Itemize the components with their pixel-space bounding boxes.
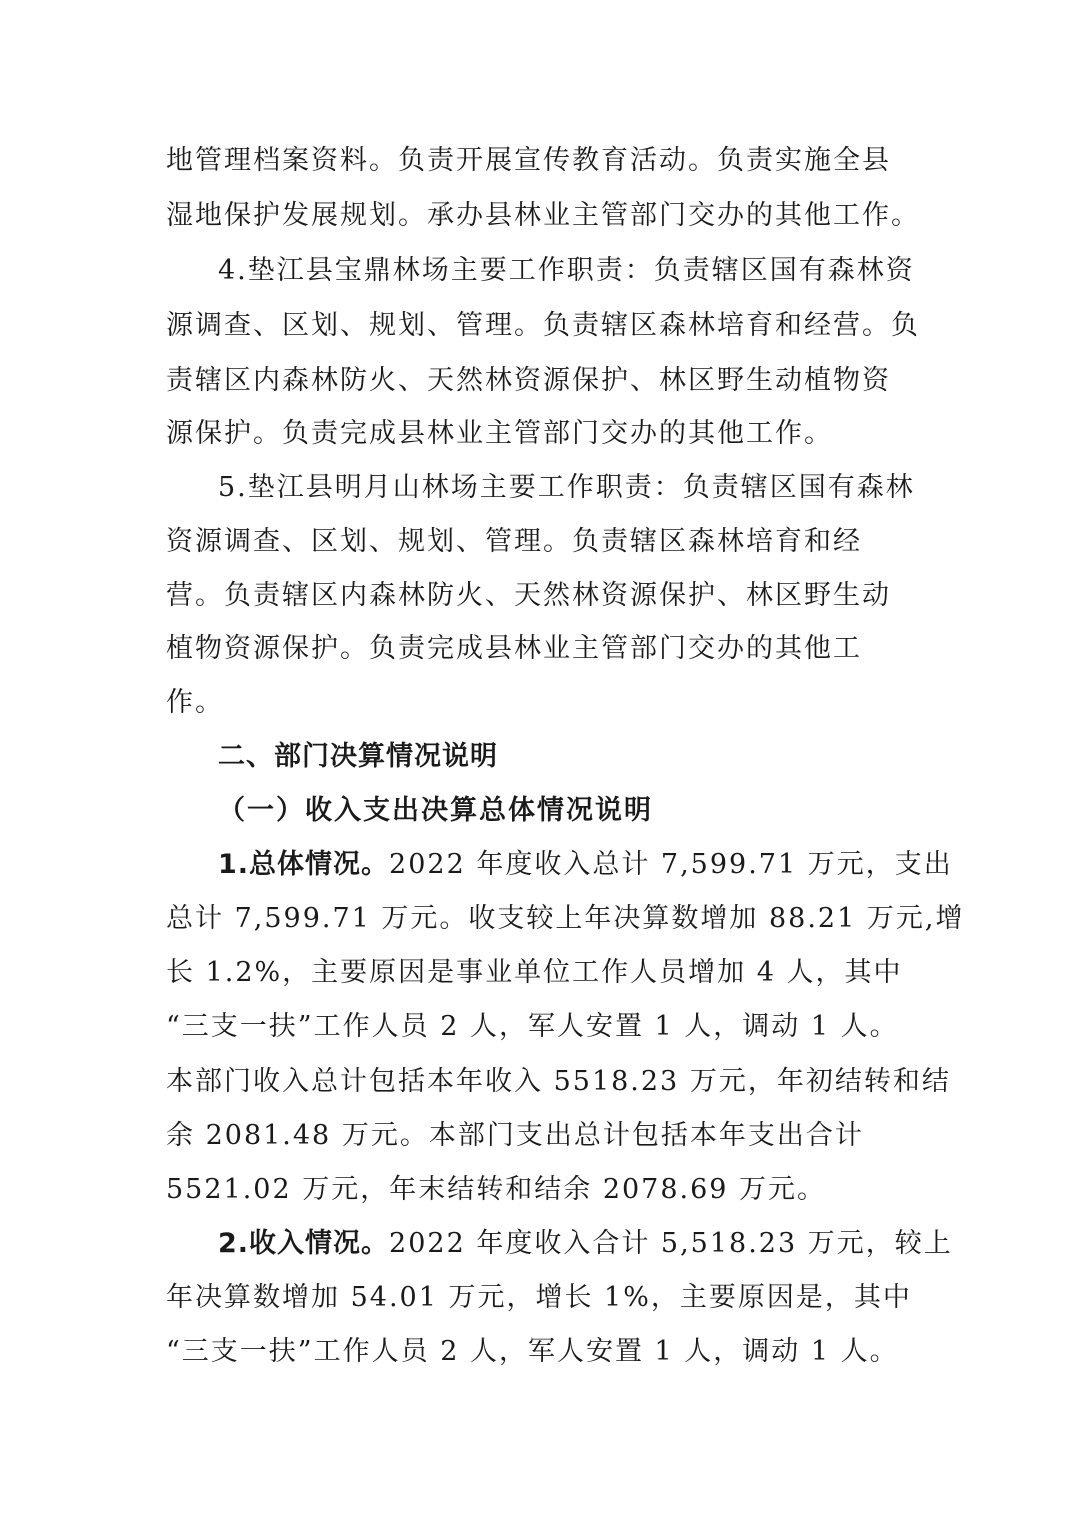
paragraph-line: 4.垫江县宝鼎林场主要工作职责：负责辖区国有森林资 (218, 255, 915, 286)
paragraph-line: 余 2081.48 万元。本部门支出总计包括本年支出合计 (166, 1120, 864, 1151)
paragraph-line: 总计 7,599.71 万元。收支较上年决算数增加 88.21 万元,增 (166, 903, 965, 934)
paragraph-text: 2022 年度收入合计 5,518.23 万元，较上 (389, 1228, 953, 1259)
paragraph-line: 5.垫江县明月山林场主要工作职责：负责辖区国有森林 (218, 472, 915, 503)
section-heading: 二、部门决算情况说明 (218, 741, 498, 772)
paragraph-text: 2022 年度收入总计 7,599.71 万元，支出 (389, 849, 953, 880)
paragraph-line: 作。 (166, 687, 224, 718)
paragraph-line: 本部门收入总计包括本年收入 5518.23 万元，年初结转和结 (166, 1066, 951, 1097)
paragraph-line: 地管理档案资料。负责开展宣传教育活动。负责实施全县 (166, 145, 891, 176)
paragraph-line: 长 1.2%，主要原因是事业单位工作人员增加 4 人，其中 (166, 957, 903, 988)
paragraph-lead: 1.总体情况。 (218, 849, 390, 880)
paragraph-line: 源调查、区划、规划、管理。负责辖区森林培育和经营。负 (166, 310, 920, 341)
section-subheading: （一）收入支出决算总体情况说明 (218, 795, 653, 826)
paragraph-line: 资源调查、区划、规划、管理。负责辖区森林培育和经 (166, 526, 862, 557)
paragraph-line: 营。负责辖区内森林防火、天然林资源保护、林区野生动 (166, 580, 891, 611)
paragraph-lead: 2.收入情况。 (218, 1228, 390, 1259)
paragraph-line: 5521.02 万元，年末结转和结余 2078.69 万元。 (166, 1174, 827, 1205)
paragraph-line: 年决算数增加 54.01 万元，增长 1%，主要原因是，其中 (166, 1282, 912, 1313)
paragraph-line: 湿地保护发展规划。承办县林业主管部门交办的其他工作。 (166, 200, 920, 231)
paragraph-line: 源保护。负责完成县林业主管部门交办的其他工作。 (166, 418, 833, 449)
paragraph-line (218, 847, 953, 883)
paragraph-line: 植物资源保护。负责完成县林业主管部门交办的其他工 (166, 633, 862, 664)
paragraph-line: “三支一扶”工作人员 2 人，军人安置 1 人，调动 1 人。 (166, 1336, 899, 1367)
paragraph-line (218, 1226, 953, 1262)
paragraph-line: “三支一扶”工作人员 2 人，军人安置 1 人，调动 1 人。 (166, 1011, 899, 1042)
paragraph-line: 责辖区内森林防火、天然林资源保护、林区野生动植物资 (166, 365, 891, 396)
